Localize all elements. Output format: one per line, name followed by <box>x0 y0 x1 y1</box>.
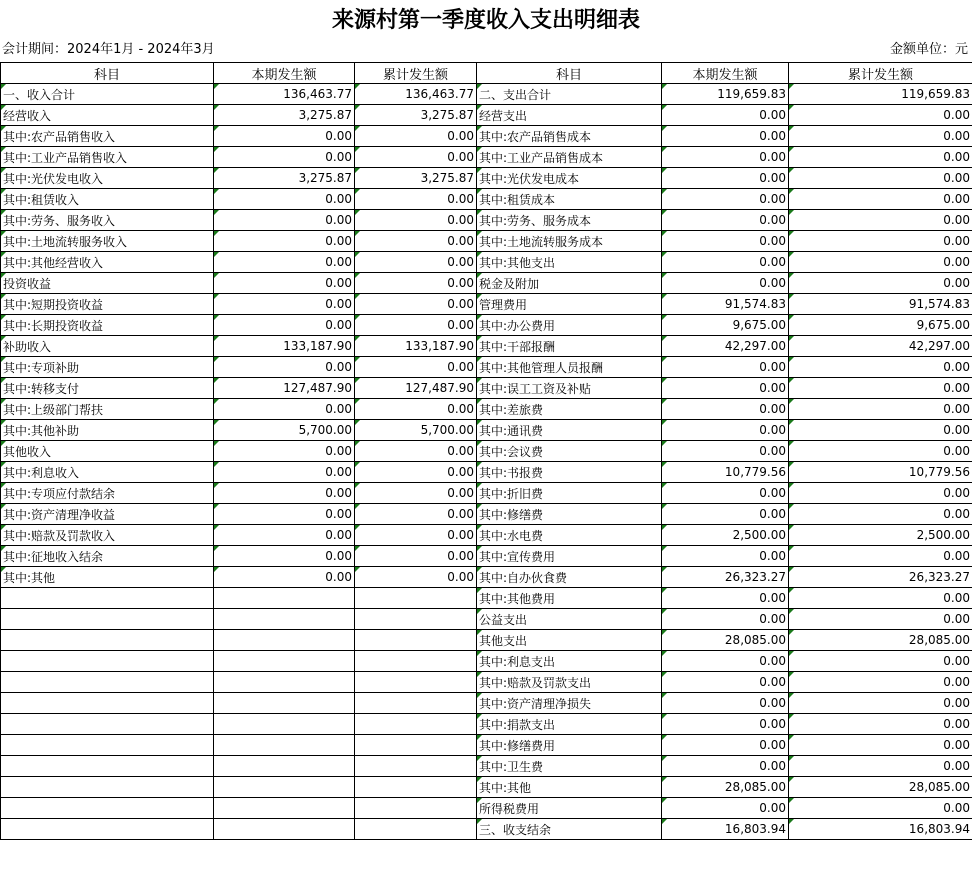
income-subject-cell[interactable]: 其中:征地收入结余 <box>1 546 214 567</box>
expense-cumulative-cell[interactable]: 119,659.83 <box>789 84 972 105</box>
expense-subject-cell[interactable]: 其中:误工工资及补贴 <box>477 378 662 399</box>
income-current-cell[interactable]: 0.00 <box>214 147 355 168</box>
expense-cumulative-cell[interactable]: 2,500.00 <box>789 525 972 546</box>
income-current-cell[interactable] <box>214 714 355 735</box>
expense-subject-cell[interactable]: 经营支出 <box>477 105 662 126</box>
expense-cumulative-cell[interactable]: 0.00 <box>789 273 972 294</box>
table-row <box>1 84 972 105</box>
expense-current-cell[interactable]: 0.00 <box>662 189 789 210</box>
expense-cumulative-cell[interactable]: 0.00 <box>789 189 972 210</box>
income-subject-cell[interactable]: 其他收入 <box>1 441 214 462</box>
income-cumulative-cell[interactable]: 0.00 <box>355 294 477 315</box>
expense-current-cell[interactable]: 0.00 <box>662 483 789 504</box>
expense-subject-cell[interactable]: 其他支出 <box>477 630 662 651</box>
expense-current-cell[interactable]: 2,500.00 <box>662 525 789 546</box>
header-expense-current[interactable]: 本期发生额 <box>662 63 789 84</box>
income-subject-cell[interactable]: 其中:劳务、服务收入 <box>1 210 214 231</box>
table-row <box>1 672 972 693</box>
expense-subject-cell[interactable]: 公益支出 <box>477 609 662 630</box>
expense-current-cell[interactable]: 26,323.27 <box>662 567 789 588</box>
header-expense-subject[interactable]: 科目 <box>477 63 662 84</box>
expense-current-cell[interactable]: 0.00 <box>662 609 789 630</box>
table-row <box>1 189 972 210</box>
table-row <box>1 798 972 819</box>
table-row <box>1 546 972 567</box>
expense-cumulative-cell[interactable]: 28,085.00 <box>789 777 972 798</box>
income-current-cell[interactable] <box>214 651 355 672</box>
table-row <box>1 336 972 357</box>
table-row <box>1 315 972 336</box>
income-subject-cell[interactable]: 其中:转移支付 <box>1 378 214 399</box>
expense-subject-cell[interactable]: 二、支出合计 <box>477 84 662 105</box>
expense-cumulative-cell[interactable]: 0.00 <box>789 252 972 273</box>
income-current-cell[interactable]: 0.00 <box>214 546 355 567</box>
expense-subject-cell[interactable]: 其中:捐款支出 <box>477 714 662 735</box>
table-row <box>1 714 972 735</box>
table-row <box>1 252 972 273</box>
table-row <box>1 525 972 546</box>
expense-subject-cell[interactable]: 其中:宣传费用 <box>477 546 662 567</box>
income-current-cell[interactable]: 5,700.00 <box>214 420 355 441</box>
table-row <box>1 420 972 441</box>
income-cumulative-cell[interactable] <box>355 588 477 609</box>
expense-subject-cell[interactable]: 其中:通讯费 <box>477 420 662 441</box>
expense-current-cell[interactable]: 0.00 <box>662 651 789 672</box>
income-subject-cell[interactable]: 其中:长期投资收益 <box>1 315 214 336</box>
table-row <box>1 126 972 147</box>
expense-cumulative-cell[interactable]: 0.00 <box>789 420 972 441</box>
income-subject-cell[interactable] <box>1 777 214 798</box>
expense-cumulative-cell[interactable]: 0.00 <box>789 147 972 168</box>
income-cumulative-cell[interactable]: 0.00 <box>355 273 477 294</box>
income-current-cell[interactable] <box>214 693 355 714</box>
expense-subject-cell[interactable]: 其中:农产品销售成本 <box>477 126 662 147</box>
expense-subject-cell[interactable]: 税金及附加 <box>477 273 662 294</box>
income-current-cell[interactable] <box>214 819 355 840</box>
income-subject-cell[interactable]: 一、收入合计 <box>1 84 214 105</box>
income-subject-cell[interactable]: 其中:利息收入 <box>1 462 214 483</box>
income-current-cell[interactable] <box>214 756 355 777</box>
income-subject-cell[interactable]: 其中:光伏发电收入 <box>1 168 214 189</box>
table-row <box>1 441 972 462</box>
income-cumulative-cell[interactable]: 0.00 <box>355 252 477 273</box>
income-cumulative-cell[interactable] <box>355 714 477 735</box>
income-current-cell[interactable] <box>214 777 355 798</box>
income-subject-cell[interactable] <box>1 651 214 672</box>
expense-subject-cell[interactable]: 其中:租赁成本 <box>477 189 662 210</box>
income-cumulative-cell[interactable] <box>355 756 477 777</box>
expense-current-cell[interactable]: 0.00 <box>662 588 789 609</box>
table-row <box>1 378 972 399</box>
expense-current-cell[interactable]: 0.00 <box>662 252 789 273</box>
expense-subject-cell[interactable]: 其中:其他支出 <box>477 252 662 273</box>
table-row <box>1 210 972 231</box>
income-cumulative-cell[interactable]: 127,487.90 <box>355 378 477 399</box>
expense-current-cell[interactable]: 0.00 <box>662 168 789 189</box>
income-current-cell[interactable]: 136,463.77 <box>214 84 355 105</box>
expense-cumulative-cell[interactable]: 0.00 <box>789 210 972 231</box>
expense-cumulative-cell[interactable]: 0.00 <box>789 504 972 525</box>
income-current-cell[interactable]: 0.00 <box>214 441 355 462</box>
income-current-cell[interactable]: 0.00 <box>214 525 355 546</box>
expense-subject-cell[interactable]: 其中:其他费用 <box>477 588 662 609</box>
expense-cumulative-cell[interactable]: 9,675.00 <box>789 315 972 336</box>
expense-cumulative-cell[interactable]: 91,574.83 <box>789 294 972 315</box>
expense-current-cell[interactable]: 0.00 <box>662 546 789 567</box>
table-row <box>1 462 972 483</box>
income-current-cell[interactable] <box>214 588 355 609</box>
income-subject-cell[interactable]: 经营收入 <box>1 105 214 126</box>
expense-current-cell[interactable]: 0.00 <box>662 672 789 693</box>
income-current-cell[interactable] <box>214 672 355 693</box>
table-row <box>1 651 972 672</box>
expense-cumulative-cell[interactable]: 0.00 <box>789 756 972 777</box>
expense-cumulative-cell[interactable]: 0.00 <box>789 105 972 126</box>
income-subject-cell[interactable]: 其中:专项应付款结余 <box>1 483 214 504</box>
expense-subject-cell[interactable]: 其中:土地流转服务成本 <box>477 231 662 252</box>
expense-subject-cell[interactable]: 其中:水电费 <box>477 525 662 546</box>
income-subject-cell[interactable] <box>1 735 214 756</box>
income-cumulative-cell[interactable] <box>355 693 477 714</box>
expense-cumulative-cell[interactable]: 16,803.94 <box>789 819 972 840</box>
expense-current-cell[interactable]: 0.00 <box>662 693 789 714</box>
income-current-cell[interactable]: 0.00 <box>214 567 355 588</box>
table-header-row <box>1 63 972 84</box>
income-subject-cell[interactable]: 其中:农产品销售收入 <box>1 126 214 147</box>
expense-cumulative-cell[interactable]: 26,323.27 <box>789 567 972 588</box>
income-current-cell[interactable] <box>214 609 355 630</box>
income-subject-cell[interactable]: 其中:其他经营收入 <box>1 252 214 273</box>
report-title: 来源村第一季度收入支出明细表 <box>331 7 640 33</box>
income-current-cell[interactable]: 0.00 <box>214 189 355 210</box>
expense-subject-cell[interactable]: 其中:卫生费 <box>477 756 662 777</box>
income-cumulative-cell[interactable] <box>355 819 477 840</box>
table-row <box>1 756 972 777</box>
expense-current-cell[interactable]: 0.00 <box>662 441 789 462</box>
income-subject-cell[interactable] <box>1 798 214 819</box>
income-current-cell[interactable] <box>214 735 355 756</box>
income-cumulative-cell[interactable]: 0.00 <box>355 567 477 588</box>
income-subject-cell[interactable] <box>1 588 214 609</box>
expense-subject-cell[interactable]: 其中:其他 <box>477 777 662 798</box>
table-row <box>1 231 972 252</box>
expense-subject-cell[interactable]: 其中:工业产品销售成本 <box>477 147 662 168</box>
expense-subject-cell[interactable]: 所得税费用 <box>477 798 662 819</box>
income-cumulative-cell[interactable] <box>355 609 477 630</box>
expense-current-cell[interactable]: 0.00 <box>662 126 789 147</box>
income-subject-cell[interactable]: 其中:工业产品销售收入 <box>1 147 214 168</box>
expense-subject-cell[interactable]: 其中:折旧费 <box>477 483 662 504</box>
income-current-cell[interactable] <box>214 798 355 819</box>
expense-current-cell[interactable]: 0.00 <box>662 420 789 441</box>
expense-cumulative-cell[interactable]: 0.00 <box>789 399 972 420</box>
expense-subject-cell[interactable]: 其中:办公费用 <box>477 315 662 336</box>
expense-cumulative-cell[interactable]: 10,779.56 <box>789 462 972 483</box>
expense-current-cell[interactable]: 0.00 <box>662 756 789 777</box>
income-cumulative-cell[interactable]: 0.00 <box>355 231 477 252</box>
expense-cumulative-cell[interactable]: 42,297.00 <box>789 336 972 357</box>
table-row <box>1 168 972 189</box>
expense-current-cell[interactable]: 42,297.00 <box>662 336 789 357</box>
expense-cumulative-cell[interactable]: 0.00 <box>789 672 972 693</box>
income-current-cell[interactable]: 0.00 <box>214 315 355 336</box>
income-subject-cell[interactable] <box>1 714 214 735</box>
expense-current-cell[interactable]: 0.00 <box>662 378 789 399</box>
income-subject-cell[interactable]: 其中:资产清理净收益 <box>1 504 214 525</box>
income-cumulative-cell[interactable]: 0.00 <box>355 441 477 462</box>
income-cumulative-cell[interactable]: 0.00 <box>355 504 477 525</box>
expense-cumulative-cell[interactable]: 0.00 <box>789 588 972 609</box>
expense-subject-cell[interactable]: 其中:书报费 <box>477 462 662 483</box>
income-cumulative-cell[interactable] <box>355 630 477 651</box>
income-subject-cell[interactable]: 投资收益 <box>1 273 214 294</box>
expense-current-cell[interactable]: 119,659.83 <box>662 84 789 105</box>
expense-current-cell[interactable]: 0.00 <box>662 798 789 819</box>
table-row <box>1 819 972 840</box>
expense-current-cell[interactable]: 0.00 <box>662 273 789 294</box>
income-cumulative-cell[interactable]: 3,275.87 <box>355 105 477 126</box>
income-cumulative-cell[interactable] <box>355 735 477 756</box>
table-row <box>1 567 972 588</box>
expense-subject-cell[interactable]: 管理费用 <box>477 294 662 315</box>
income-cumulative-cell[interactable]: 0.00 <box>355 189 477 210</box>
report-meta <box>0 40 972 60</box>
income-cumulative-cell[interactable]: 0.00 <box>355 147 477 168</box>
income-current-cell[interactable]: 3,275.87 <box>214 105 355 126</box>
header-income-current[interactable]: 本期发生额 <box>214 63 355 84</box>
accounting-period: 会计期间：2024年1月 - 2024年3月 <box>2 42 215 57</box>
expense-cumulative-cell[interactable]: 0.00 <box>789 693 972 714</box>
expense-current-cell[interactable]: 0.00 <box>662 210 789 231</box>
income-current-cell[interactable]: 0.00 <box>214 462 355 483</box>
expense-subject-cell[interactable]: 其中:光伏发电成本 <box>477 168 662 189</box>
income-current-cell[interactable]: 3,275.87 <box>214 168 355 189</box>
table-row <box>1 273 972 294</box>
expense-cumulative-cell[interactable]: 0.00 <box>789 126 972 147</box>
expense-current-cell[interactable]: 91,574.83 <box>662 294 789 315</box>
income-current-cell[interactable]: 0.00 <box>214 357 355 378</box>
expense-subject-cell[interactable]: 其中:赔款及罚款支出 <box>477 672 662 693</box>
expense-current-cell[interactable]: 9,675.00 <box>662 315 789 336</box>
expense-cumulative-cell[interactable]: 0.00 <box>789 231 972 252</box>
income-current-cell[interactable]: 0.00 <box>214 126 355 147</box>
table-row <box>1 147 972 168</box>
income-cumulative-cell[interactable]: 5,700.00 <box>355 420 477 441</box>
income-cumulative-cell[interactable] <box>355 672 477 693</box>
expense-current-cell[interactable]: 16,803.94 <box>662 819 789 840</box>
expense-subject-cell[interactable]: 其中:修缮费 <box>477 504 662 525</box>
income-subject-cell[interactable] <box>1 819 214 840</box>
expense-current-cell[interactable]: 0.00 <box>662 735 789 756</box>
table-row <box>1 735 972 756</box>
expense-subject-cell[interactable]: 其中:劳务、服务成本 <box>477 210 662 231</box>
expense-cumulative-cell[interactable]: 0.00 <box>789 714 972 735</box>
expense-current-cell[interactable]: 28,085.00 <box>662 630 789 651</box>
table-row <box>1 693 972 714</box>
income-current-cell[interactable]: 127,487.90 <box>214 378 355 399</box>
income-subject-cell[interactable] <box>1 693 214 714</box>
income-cumulative-cell[interactable]: 0.00 <box>355 126 477 147</box>
expense-current-cell[interactable]: 0.00 <box>662 231 789 252</box>
header-expense-cumulative[interactable]: 累计发生额 <box>789 63 972 84</box>
table-row <box>1 588 972 609</box>
table-row <box>1 777 972 798</box>
expense-subject-cell[interactable]: 其中:自办伙食费 <box>477 567 662 588</box>
income-cumulative-cell[interactable]: 136,463.77 <box>355 84 477 105</box>
income-cumulative-cell[interactable]: 0.00 <box>355 546 477 567</box>
expense-cumulative-cell[interactable]: 0.00 <box>789 168 972 189</box>
income-current-cell[interactable]: 0.00 <box>214 210 355 231</box>
expense-cumulative-cell[interactable]: 28,085.00 <box>789 630 972 651</box>
expense-current-cell[interactable]: 10,779.56 <box>662 462 789 483</box>
expense-cumulative-cell[interactable]: 0.00 <box>789 441 972 462</box>
income-subject-cell[interactable]: 其中:专项补助 <box>1 357 214 378</box>
income-cumulative-cell[interactable]: 0.00 <box>355 210 477 231</box>
income-cumulative-cell[interactable]: 0.00 <box>355 399 477 420</box>
income-subject-cell[interactable] <box>1 672 214 693</box>
expense-current-cell[interactable]: 0.00 <box>662 105 789 126</box>
income-cumulative-cell[interactable] <box>355 651 477 672</box>
expense-subject-cell[interactable]: 其中:修缮费用 <box>477 735 662 756</box>
income-cumulative-cell[interactable] <box>355 777 477 798</box>
income-subject-cell[interactable]: 其中:短期投资收益 <box>1 294 214 315</box>
table-row <box>1 105 972 126</box>
income-cumulative-cell[interactable]: 0.00 <box>355 462 477 483</box>
income-current-cell[interactable] <box>214 630 355 651</box>
table-row <box>1 294 972 315</box>
expense-current-cell[interactable]: 0.00 <box>662 399 789 420</box>
income-cumulative-cell[interactable] <box>355 798 477 819</box>
expense-subject-cell[interactable]: 其中:利息支出 <box>477 651 662 672</box>
expense-cumulative-cell[interactable]: 0.00 <box>789 357 972 378</box>
expense-subject-cell[interactable]: 其中:其他管理人员报酬 <box>477 357 662 378</box>
income-current-cell[interactable]: 0.00 <box>214 483 355 504</box>
income-subject-cell[interactable]: 其中:其他 <box>1 567 214 588</box>
table-row <box>1 609 972 630</box>
expense-subject-cell[interactable]: 其中:会议费 <box>477 441 662 462</box>
income-current-cell[interactable]: 0.00 <box>214 231 355 252</box>
expense-current-cell[interactable]: 28,085.00 <box>662 777 789 798</box>
expense-cumulative-cell[interactable]: 0.00 <box>789 651 972 672</box>
expense-cumulative-cell[interactable]: 0.00 <box>789 798 972 819</box>
expense-cumulative-cell[interactable]: 0.00 <box>789 546 972 567</box>
expense-subject-cell[interactable]: 三、收支结余 <box>477 819 662 840</box>
income-cumulative-cell[interactable]: 0.00 <box>355 357 477 378</box>
table-row <box>1 357 972 378</box>
header-income-cumulative[interactable]: 累计发生额 <box>355 63 477 84</box>
currency-unit: 金额单位：元 <box>889 42 968 57</box>
income-cumulative-cell[interactable]: 0.00 <box>355 525 477 546</box>
income-current-cell[interactable]: 0.00 <box>214 399 355 420</box>
income-subject-cell[interactable]: 补助收入 <box>1 336 214 357</box>
expense-cumulative-cell[interactable]: 0.00 <box>789 378 972 399</box>
income-subject-cell[interactable]: 其中:赔款及罚款收入 <box>1 525 214 546</box>
expense-subject-cell[interactable]: 其中:资产清理净损失 <box>477 693 662 714</box>
table-row <box>1 504 972 525</box>
expense-current-cell[interactable]: 0.00 <box>662 504 789 525</box>
income-subject-cell[interactable] <box>1 609 214 630</box>
income-cumulative-cell[interactable]: 3,275.87 <box>355 168 477 189</box>
income-cumulative-cell[interactable]: 0.00 <box>355 315 477 336</box>
expense-cumulative-cell[interactable]: 0.00 <box>789 735 972 756</box>
expense-current-cell[interactable]: 0.00 <box>662 357 789 378</box>
expense-current-cell[interactable]: 0.00 <box>662 147 789 168</box>
income-current-cell[interactable]: 0.00 <box>214 252 355 273</box>
income-subject-cell[interactable]: 其中:上级部门帮扶 <box>1 399 214 420</box>
income-subject-cell[interactable] <box>1 630 214 651</box>
income-subject-cell[interactable]: 其中:其他补助 <box>1 420 214 441</box>
income-current-cell[interactable]: 0.00 <box>214 294 355 315</box>
header-income-subject[interactable]: 科目 <box>1 63 214 84</box>
expense-cumulative-cell[interactable]: 0.00 <box>789 609 972 630</box>
income-subject-cell[interactable] <box>1 756 214 777</box>
income-current-cell[interactable]: 0.00 <box>214 273 355 294</box>
table-row <box>1 399 972 420</box>
table-row <box>1 630 972 651</box>
income-expense-table <box>0 62 972 840</box>
income-subject-cell[interactable]: 其中:租赁收入 <box>1 189 214 210</box>
table-row <box>1 483 972 504</box>
income-current-cell[interactable]: 0.00 <box>214 504 355 525</box>
income-subject-cell[interactable]: 其中:土地流转服务收入 <box>1 231 214 252</box>
expense-current-cell[interactable]: 0.00 <box>662 714 789 735</box>
income-cumulative-cell[interactable]: 0.00 <box>355 483 477 504</box>
income-current-cell[interactable]: 133,187.90 <box>214 336 355 357</box>
expense-subject-cell[interactable]: 其中:干部报酬 <box>477 336 662 357</box>
expense-cumulative-cell[interactable]: 0.00 <box>789 483 972 504</box>
expense-subject-cell[interactable]: 其中:差旅费 <box>477 399 662 420</box>
income-cumulative-cell[interactable]: 133,187.90 <box>355 336 477 357</box>
